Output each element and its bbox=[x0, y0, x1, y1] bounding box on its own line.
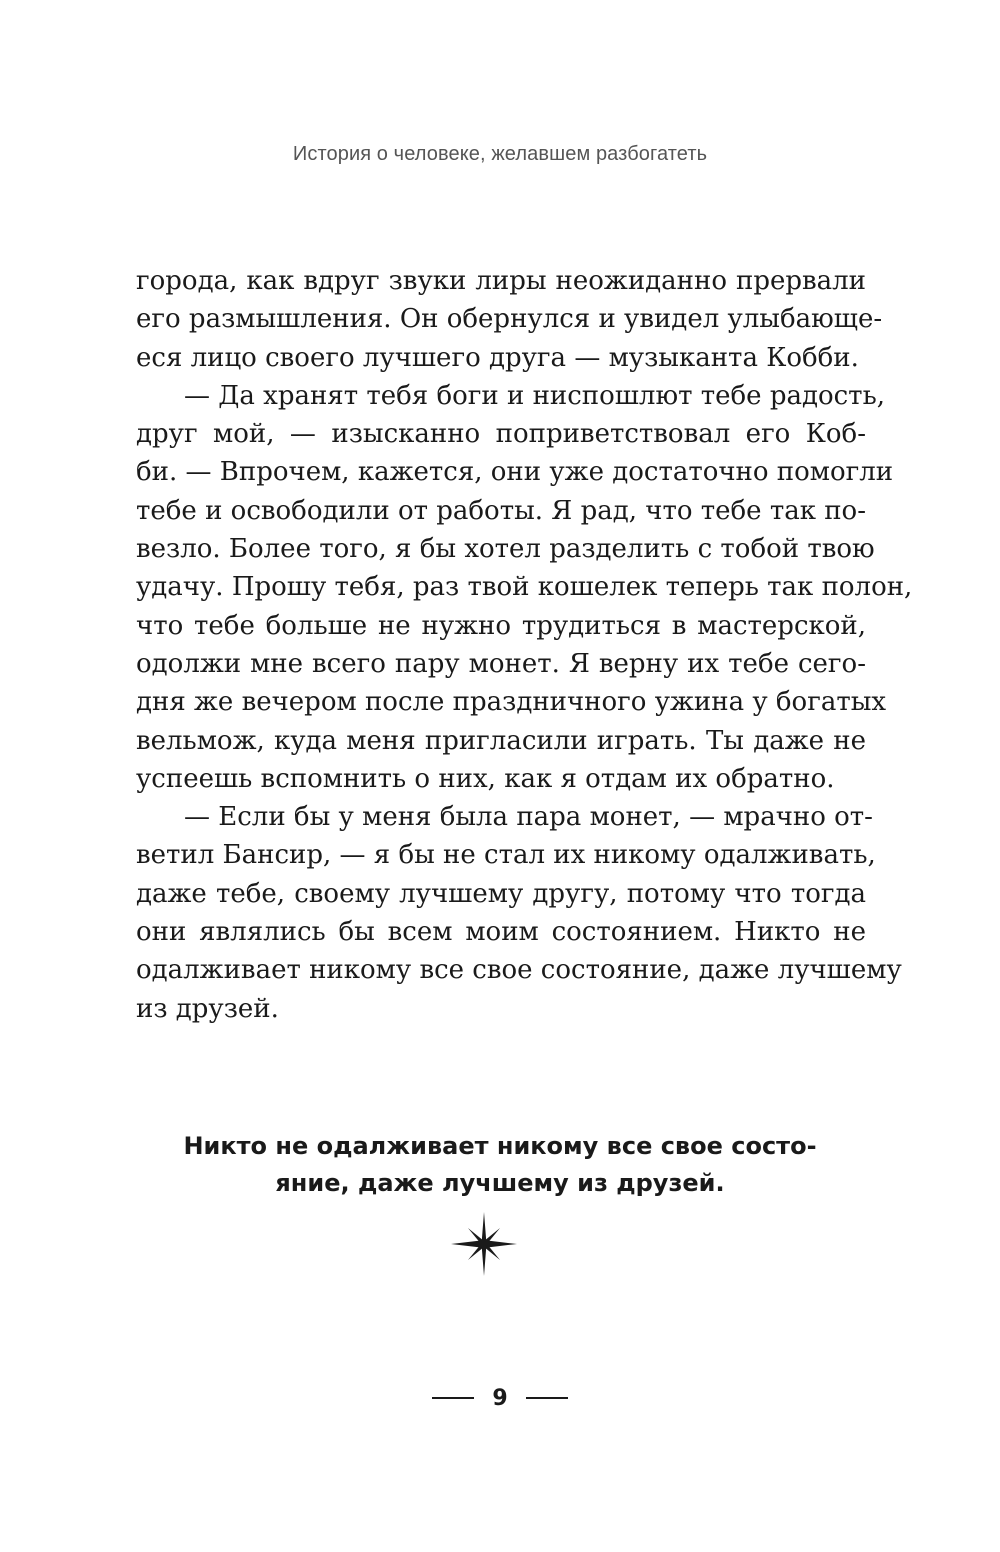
body-line: друг мой, — изысканно поприветствовал его Коб- bbox=[136, 419, 866, 450]
four-point-star-icon bbox=[451, 1212, 517, 1276]
folio-rule-right bbox=[526, 1397, 568, 1399]
folio-rule-left bbox=[432, 1397, 474, 1399]
body-line: тебе и освободили от работы. Я рад, что тебе так по- bbox=[136, 495, 866, 526]
page-number-footer bbox=[0, 1378, 1000, 1418]
body-line: удачу. Прошу тебя, раз твой кошелек теперь так полон, bbox=[136, 572, 913, 603]
body-line: они являлись бы всем моим состоянием. Никто не bbox=[136, 917, 866, 948]
pull-quote-line: яние, даже лучшему из друзей. bbox=[275, 1169, 725, 1197]
running-header: История о человеке, желавшем разбогатеть bbox=[292, 143, 708, 165]
body-line: его размышления. Он обернулся и увидел улыбающе- bbox=[136, 304, 883, 335]
body-line: би. — Впрочем, кажется, они уже достаточно помогли bbox=[136, 457, 894, 488]
body-line: вельмож, куда меня пригласили играть. Ты даже не bbox=[136, 725, 866, 756]
body-line: — Если бы у меня была пара монет, — мрачно от- bbox=[184, 802, 873, 833]
body-line: одолжи мне всего пару монет. Я верну их тебе сего- bbox=[136, 648, 866, 679]
body-text bbox=[136, 262, 913, 1028]
body-line: успеешь вспомнить о них, как я отдам их обратно. bbox=[136, 763, 835, 794]
pull-quote-line: Никто не одалживает никому все свое состо- bbox=[183, 1132, 817, 1160]
pull-quote bbox=[0, 1128, 1000, 1202]
body-line: что тебе больше не нужно трудиться в мастерской, bbox=[136, 610, 866, 641]
body-line: дня же вечером после праздничного ужина у богатых bbox=[136, 687, 887, 718]
body-line: из друзей. bbox=[136, 993, 279, 1024]
body-line: города, как вдруг звуки лиры неожиданно прервали bbox=[136, 266, 866, 296]
body-line: везло. Более того, я бы хотел разделить с тобой твою bbox=[136, 534, 875, 565]
body-line: одалживает никому все свое состояние, даже лучшему bbox=[136, 955, 902, 986]
body-line: еся лицо своего лучшего друга — музыканта Кобби. bbox=[136, 342, 859, 373]
body-line: ветил Бансир, — я бы не стал их никому одалживать, bbox=[136, 840, 876, 871]
body-line: даже тебе, своему лучшему другу, потому что тогда bbox=[136, 878, 866, 909]
body-line: — Да хранят тебя боги и ниспошлют тебе радость, bbox=[184, 380, 885, 411]
page-number: 9 bbox=[492, 1385, 508, 1411]
